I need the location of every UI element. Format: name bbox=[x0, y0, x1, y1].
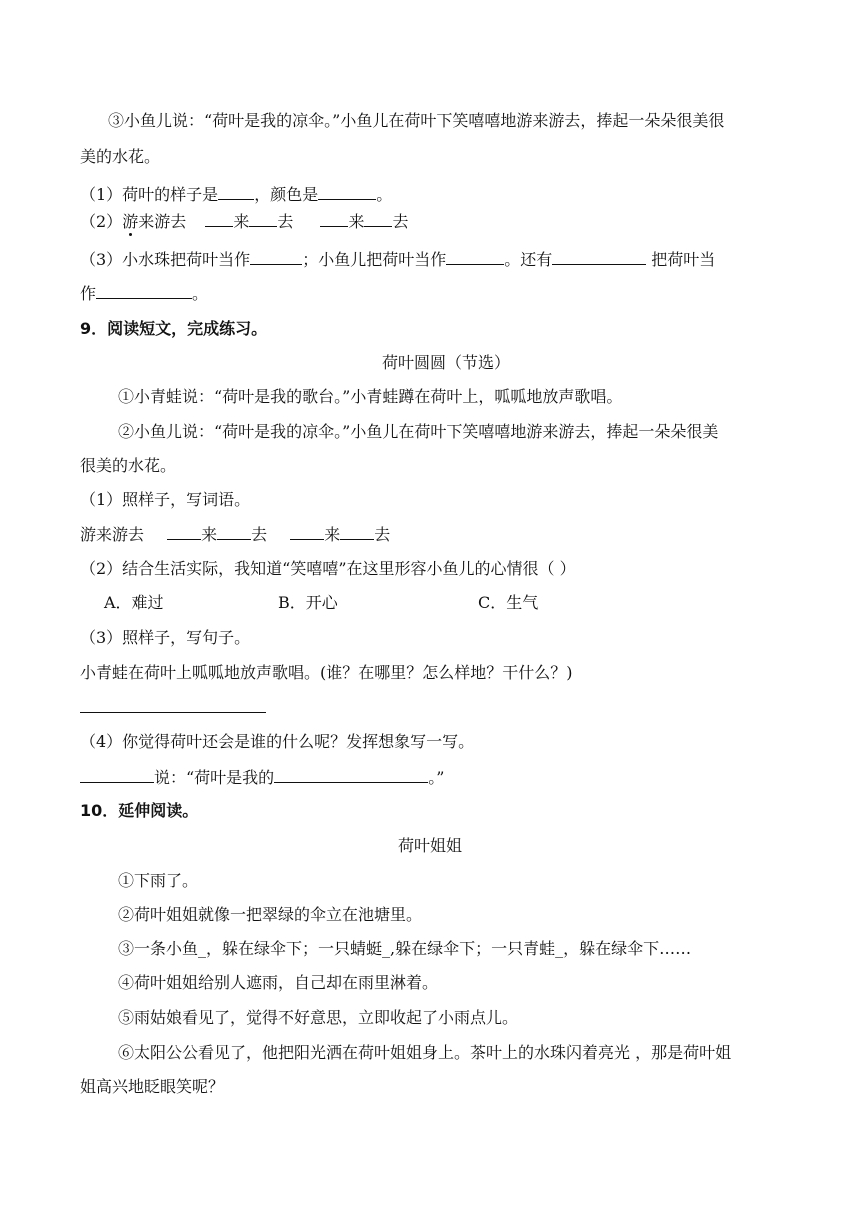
example-word: 游来游去 bbox=[80, 525, 145, 544]
passage-paragraph-4: ④荷叶姐姐给别人遮雨，自己却在雨里淋着。 bbox=[118, 973, 439, 992]
question-3-text-5: 作 bbox=[80, 284, 97, 303]
option-a[interactable]: A．难过 bbox=[104, 593, 164, 612]
example-sentence: 小青蛙在荷叶上呱呱地放声歌唱。(谁？在哪里？怎么样地？干什么？) bbox=[80, 663, 573, 682]
answer-line[interactable] bbox=[80, 712, 266, 713]
char-lai: 来 bbox=[348, 212, 365, 231]
fill-text-end: 。” bbox=[428, 768, 445, 787]
question-1-row bbox=[80, 183, 392, 206]
passage-paragraph-3-line-2: 美的水花。 bbox=[80, 147, 161, 166]
char-qu: 去 bbox=[251, 525, 268, 544]
passage-paragraph-1: ①下雨了。 bbox=[118, 871, 199, 890]
answer-blank[interactable] bbox=[320, 210, 348, 227]
answer-blank[interactable] bbox=[249, 210, 277, 227]
question-1-text-2: ，颜色是 bbox=[254, 185, 319, 204]
char-lai: 来 bbox=[233, 212, 250, 231]
passage-paragraph-3: ③一条小鱼_，躲在绿伞下；一只蜻蜓_,躲在绿伞下；一只青蛙_，躲在绿伞下…… bbox=[118, 939, 692, 958]
question-2-word: 来游去 bbox=[138, 212, 187, 231]
char-qu: 去 bbox=[374, 525, 391, 544]
sub-question-1: （1）照样子，写词语。 bbox=[80, 490, 251, 509]
option-c[interactable]: C．生气 bbox=[478, 593, 539, 612]
question-9-heading: 9．阅读短文，完成练习。 bbox=[80, 319, 268, 338]
emphasis-dot-char: 游 bbox=[122, 212, 139, 231]
passage-paragraph-2-line-2: 很美的水花。 bbox=[80, 456, 177, 475]
passage-paragraph-1: ①小青蛙说：“荷叶是我的歌台。”小青蛙蹲在荷叶上，呱呱地放声歌唱。 bbox=[118, 387, 623, 406]
answer-blank[interactable] bbox=[80, 766, 154, 783]
answer-blank[interactable] bbox=[167, 523, 201, 540]
sub-question-3: （3）照样子，写句子。 bbox=[80, 628, 251, 647]
punctuation: 。 bbox=[192, 284, 209, 303]
char-qu: 去 bbox=[277, 212, 294, 231]
answer-blank[interactable] bbox=[552, 248, 646, 265]
answer-blank[interactable] bbox=[340, 523, 374, 540]
answer-blank[interactable] bbox=[205, 210, 233, 227]
passage-title: 荷叶姐姐 bbox=[398, 836, 463, 855]
answer-blank[interactable] bbox=[364, 210, 392, 227]
passage-paragraph-5: ⑤雨姑娘看见了，觉得不好意思，立即收起了小雨点儿。 bbox=[118, 1008, 519, 1027]
passage-title: 荷叶圆圆（节选） bbox=[382, 353, 511, 372]
passage-paragraph-6-line-2: 姐高兴地眨眼笑呢？ bbox=[80, 1077, 225, 1096]
answer-blank[interactable] bbox=[290, 523, 324, 540]
char-qu: 去 bbox=[392, 212, 409, 231]
char-lai: 来 bbox=[324, 525, 341, 544]
option-b[interactable]: B．开心 bbox=[278, 593, 338, 612]
passage-paragraph-2: ②荷叶姐姐就像一把翠绿的伞立在池塘里。 bbox=[118, 905, 423, 924]
passage-paragraph-2-line-1: ②小鱼儿说：“荷叶是我的凉伞。”小鱼儿在荷叶下笑嘻嘻地游来游去，捧起一朵朵很美 bbox=[118, 422, 719, 441]
sub-question-4: （4）你觉得荷叶还会是谁的什么呢？发挥想象写一写。 bbox=[80, 732, 475, 751]
answer-blank[interactable] bbox=[250, 248, 302, 265]
question-10-heading: 10．延伸阅读。 bbox=[80, 801, 199, 820]
passage-paragraph-3-line-1: ③小鱼儿说：“荷叶是我的凉伞。”小鱼儿在荷叶下笑嘻嘻地游来游去，捧起一朵朵很美很 bbox=[108, 111, 725, 130]
sub-question-2: （2）结合生活实际，我知道“笑嘻嘻”在这里形容小鱼儿的心情很（ ） bbox=[80, 559, 576, 578]
question-3-text-2: ；小鱼儿把荷叶当作 bbox=[302, 250, 447, 269]
question-2-label: （2）游来游去 bbox=[80, 212, 187, 231]
question-2-row bbox=[80, 210, 408, 233]
sub-question-4-fill-row bbox=[80, 766, 444, 789]
answer-blank[interactable] bbox=[218, 183, 254, 200]
fill-text: 说：“荷叶是我的 bbox=[154, 768, 275, 787]
answer-blank[interactable] bbox=[274, 766, 428, 783]
question-3-text-4: 把荷叶当 bbox=[646, 250, 716, 269]
char-lai: 来 bbox=[201, 525, 218, 544]
passage-paragraph-6-line-1: ⑥太阳公公看见了，他把阳光洒在荷叶姐姐身上。茶叶上的水珠闪着亮光 ，那是荷叶姐 bbox=[118, 1043, 732, 1062]
question-3-row-1 bbox=[80, 248, 715, 271]
word-pattern-row bbox=[80, 523, 390, 546]
question-1-text: （1）荷叶的样子是 bbox=[80, 185, 219, 204]
answer-blank[interactable] bbox=[318, 183, 376, 200]
question-3-row-2 bbox=[80, 282, 208, 305]
answer-blank[interactable] bbox=[446, 248, 504, 265]
answer-blank[interactable] bbox=[96, 282, 192, 299]
punctuation: 。 bbox=[376, 185, 393, 204]
answer-blank[interactable] bbox=[217, 523, 251, 540]
question-3-text-3: 。还有 bbox=[504, 250, 553, 269]
question-3-text: （3）小水珠把荷叶当作 bbox=[80, 250, 251, 269]
